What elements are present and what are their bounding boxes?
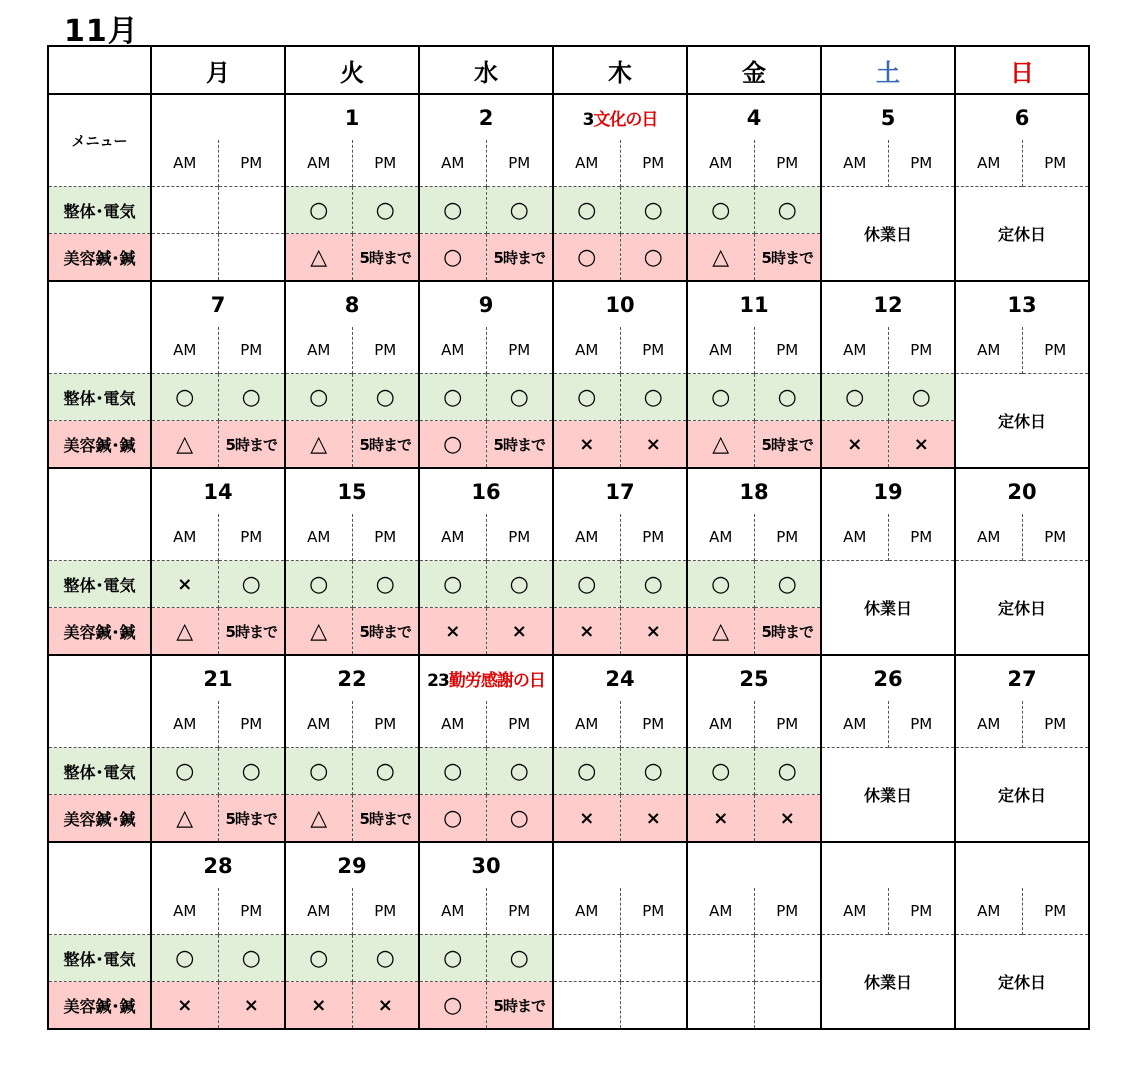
am-label: AM <box>553 514 620 561</box>
date-number <box>553 281 687 327</box>
date-number <box>687 468 821 514</box>
week-label-cell <box>48 468 151 561</box>
date-number <box>955 94 1089 140</box>
pm-label: PM <box>888 327 955 374</box>
seitai-slot: ○ <box>151 935 218 982</box>
am-label: AM <box>553 701 620 748</box>
date-number-text: 18 <box>739 479 769 504</box>
seitai-slot: ○ <box>285 748 352 795</box>
biyou-label: 美容鍼･鍼 <box>48 982 151 1030</box>
biyou-slot: × <box>620 795 687 843</box>
seitai-slot: ○ <box>620 561 687 608</box>
biyou-slot: △ <box>151 795 218 843</box>
biyou-slot: △ <box>687 421 754 469</box>
seitai-slot: ○ <box>687 187 754 234</box>
am-label: AM <box>955 140 1022 187</box>
date-row <box>48 468 1089 514</box>
date-number <box>151 468 285 514</box>
pm-label: PM <box>218 140 285 187</box>
am-label: AM <box>285 701 352 748</box>
biyou-slot: × <box>620 421 687 469</box>
date-row <box>48 655 1089 701</box>
pm-label: PM <box>486 140 553 187</box>
am-label: AM <box>821 514 888 561</box>
biyou-slot: 5時まで <box>218 421 285 469</box>
pm-label: PM <box>1022 514 1089 561</box>
saturday-status: 休業日 <box>821 935 955 1030</box>
biyou-label: 美容鍼･鍼 <box>48 234 151 282</box>
seitai-slot: ○ <box>285 561 352 608</box>
date-number <box>821 842 955 888</box>
am-label: AM <box>151 701 218 748</box>
pm-label: PM <box>888 888 955 935</box>
reservation-calendar <box>47 45 1090 1030</box>
pm-label: PM <box>888 140 955 187</box>
biyou-slot: ○ <box>486 795 553 843</box>
seitai-label: 整体･電気 <box>48 187 151 234</box>
date-number-text: 15 <box>337 479 367 504</box>
menu-label: メニュー <box>48 94 151 187</box>
seitai-slot: ○ <box>553 561 620 608</box>
seitai-slot: ○ <box>419 935 486 982</box>
pm-label: PM <box>486 888 553 935</box>
weekday-tue: 火 <box>285 46 419 94</box>
date-number <box>687 94 821 140</box>
page-title: 11月 <box>64 14 139 49</box>
seitai-slot: ○ <box>687 748 754 795</box>
am-label: AM <box>151 514 218 561</box>
ampm-row <box>48 140 1089 187</box>
pm-label: PM <box>888 701 955 748</box>
seitai-slot <box>553 935 620 982</box>
date-number-text: 1 <box>344 105 360 130</box>
pm-label: PM <box>754 888 821 935</box>
biyou-slot: × <box>888 421 955 469</box>
seitai-slot: ○ <box>419 561 486 608</box>
weekday-thu: 木 <box>553 46 687 94</box>
pm-label: PM <box>754 514 821 561</box>
biyou-slot: × <box>151 982 218 1030</box>
seitai-slot <box>620 935 687 982</box>
biyou-slot: × <box>553 608 620 656</box>
am-label: AM <box>151 140 218 187</box>
date-number-text: 7 <box>210 292 226 317</box>
biyou-slot: × <box>620 608 687 656</box>
date-number-text: 30 <box>471 853 501 878</box>
seitai-slot <box>151 187 218 234</box>
biyou-slot: ○ <box>620 234 687 282</box>
seitai-label: 整体･電気 <box>48 374 151 421</box>
biyou-slot: × <box>754 795 821 843</box>
am-label: AM <box>955 888 1022 935</box>
biyou-slot <box>687 982 754 1030</box>
biyou-slot: 5時まで <box>486 421 553 469</box>
date-number <box>955 281 1089 327</box>
date-number-text: 8 <box>344 292 360 317</box>
am-label: AM <box>419 327 486 374</box>
pm-label: PM <box>888 514 955 561</box>
seitai-slot: ○ <box>218 374 285 421</box>
date-number <box>285 842 419 888</box>
biyou-slot: △ <box>285 234 352 282</box>
am-label: AM <box>687 140 754 187</box>
date-number-text: 6 <box>1014 105 1030 130</box>
am-label: AM <box>419 514 486 561</box>
date-number-text: 27 <box>1007 666 1037 691</box>
biyou-slot: △ <box>687 608 754 656</box>
date-number <box>821 655 955 701</box>
biyou-slot: 5時まで <box>218 795 285 843</box>
date-number <box>687 281 821 327</box>
date-number <box>419 94 553 140</box>
date-number-text: 10 <box>605 292 635 317</box>
sunday-status: 定休日 <box>955 374 1089 469</box>
pm-label: PM <box>352 514 419 561</box>
week-label-cell <box>48 281 151 374</box>
biyou-slot: × <box>486 608 553 656</box>
pm-label: PM <box>1022 140 1089 187</box>
seitai-slot <box>687 935 754 982</box>
pm-label: PM <box>1022 888 1089 935</box>
date-number-text: 17 <box>605 479 635 504</box>
biyou-slot: 5時まで <box>352 234 419 282</box>
date-number-text: 14 <box>203 479 233 504</box>
biyou-slot: × <box>419 608 486 656</box>
biyou-slot: ○ <box>419 421 486 469</box>
biyou-slot: 5時まで <box>218 608 285 656</box>
date-number-text: 16 <box>471 479 501 504</box>
biyou-slot: △ <box>285 608 352 656</box>
biyou-slot <box>151 234 218 282</box>
seitai-slot <box>754 935 821 982</box>
am-label: AM <box>285 514 352 561</box>
pm-label: PM <box>218 701 285 748</box>
biyou-slot: × <box>285 982 352 1030</box>
biyou-slot: × <box>553 421 620 469</box>
biyou-slot: ○ <box>419 982 486 1030</box>
biyou-slot: 5時まで <box>486 982 553 1030</box>
seitai-slot: ○ <box>486 374 553 421</box>
seitai-slot: ○ <box>620 374 687 421</box>
date-number <box>553 468 687 514</box>
date-number-text: 13 <box>1007 292 1037 317</box>
date-number-text: 20 <box>1007 479 1037 504</box>
date-number <box>419 842 553 888</box>
biyou-slot: 5時まで <box>352 608 419 656</box>
biyou-slot: × <box>218 982 285 1030</box>
biyou-slot: 5時まで <box>352 421 419 469</box>
seitai-slot: ○ <box>754 187 821 234</box>
date-number <box>955 842 1089 888</box>
seitai-slot: ○ <box>620 187 687 234</box>
seitai-slot: ○ <box>620 748 687 795</box>
seitai-slot <box>218 187 285 234</box>
pm-label: PM <box>352 701 419 748</box>
header-corner <box>48 46 151 94</box>
sunday-status: 定休日 <box>955 187 1089 282</box>
seitai-row <box>48 374 1089 421</box>
seitai-slot: × <box>151 561 218 608</box>
biyou-slot: 5時まで <box>754 421 821 469</box>
date-number <box>151 281 285 327</box>
date-number <box>419 281 553 327</box>
date-number <box>955 468 1089 514</box>
date-number-text: 11 <box>739 292 769 317</box>
date-number <box>821 468 955 514</box>
seitai-slot: ○ <box>486 935 553 982</box>
seitai-slot: ○ <box>352 935 419 982</box>
date-number-text: 5 <box>880 105 896 130</box>
seitai-slot: ○ <box>419 374 486 421</box>
date-number <box>285 655 419 701</box>
seitai-row <box>48 935 1089 982</box>
saturday-status: 休業日 <box>821 748 955 843</box>
pm-label: PM <box>620 701 687 748</box>
seitai-row <box>48 561 1089 608</box>
biyou-slot: △ <box>285 795 352 843</box>
date-number-text: 29 <box>337 853 367 878</box>
seitai-slot: ○ <box>218 748 285 795</box>
am-label: AM <box>553 140 620 187</box>
date-number <box>151 94 285 140</box>
date-number <box>553 842 687 888</box>
weekday-wed: 水 <box>419 46 553 94</box>
date-number <box>687 655 821 701</box>
ampm-row <box>48 327 1089 374</box>
seitai-slot: ○ <box>352 187 419 234</box>
ampm-row <box>48 514 1089 561</box>
biyou-slot: 5時まで <box>352 795 419 843</box>
biyou-slot: △ <box>285 421 352 469</box>
am-label: AM <box>687 701 754 748</box>
am-label: AM <box>419 140 486 187</box>
date-number <box>687 842 821 888</box>
seitai-label: 整体･電気 <box>48 748 151 795</box>
date-row <box>48 281 1089 327</box>
sunday-status: 定休日 <box>955 561 1089 656</box>
date-number <box>285 94 419 140</box>
ampm-row <box>48 888 1089 935</box>
pm-label: PM <box>620 888 687 935</box>
date-number-text: 19 <box>873 479 903 504</box>
am-label: AM <box>955 701 1022 748</box>
date-number <box>151 655 285 701</box>
am-label: AM <box>821 140 888 187</box>
seitai-label: 整体･電気 <box>48 935 151 982</box>
pm-label: PM <box>620 140 687 187</box>
am-label: AM <box>821 327 888 374</box>
biyou-label: 美容鍼･鍼 <box>48 608 151 656</box>
am-label: AM <box>687 327 754 374</box>
biyou-label: 美容鍼･鍼 <box>48 421 151 469</box>
am-label: AM <box>687 888 754 935</box>
date-number <box>419 468 553 514</box>
date-number-text: 22 <box>337 666 367 691</box>
weekday-sat: 土 <box>821 46 955 94</box>
seitai-slot: ○ <box>151 748 218 795</box>
date-number <box>285 468 419 514</box>
am-label: AM <box>285 140 352 187</box>
seitai-slot: ○ <box>218 935 285 982</box>
biyou-label: 美容鍼･鍼 <box>48 795 151 843</box>
date-number <box>151 842 285 888</box>
week-label-cell <box>48 842 151 935</box>
biyou-slot <box>754 982 821 1030</box>
seitai-slot: ○ <box>821 374 888 421</box>
seitai-slot: ○ <box>754 374 821 421</box>
am-label: AM <box>285 327 352 374</box>
ampm-row <box>48 701 1089 748</box>
am-label: AM <box>151 888 218 935</box>
seitai-slot: ○ <box>218 561 285 608</box>
seitai-row <box>48 748 1089 795</box>
seitai-slot: ○ <box>553 748 620 795</box>
seitai-slot: ○ <box>486 187 553 234</box>
biyou-slot: × <box>821 421 888 469</box>
seitai-slot: ○ <box>486 561 553 608</box>
date-number-text: 2 <box>478 105 494 130</box>
am-label: AM <box>687 514 754 561</box>
pm-label: PM <box>486 701 553 748</box>
pm-label: PM <box>218 888 285 935</box>
seitai-slot: ○ <box>486 748 553 795</box>
am-label: AM <box>821 888 888 935</box>
seitai-slot: ○ <box>687 561 754 608</box>
date-number <box>419 655 553 701</box>
biyou-slot: × <box>553 795 620 843</box>
seitai-slot: ○ <box>888 374 955 421</box>
date-row <box>48 94 1089 140</box>
pm-label: PM <box>218 327 285 374</box>
seitai-slot: ○ <box>151 374 218 421</box>
seitai-slot: ○ <box>754 561 821 608</box>
pm-label: PM <box>352 327 419 374</box>
pm-label: PM <box>754 701 821 748</box>
am-label: AM <box>955 514 1022 561</box>
seitai-slot: ○ <box>285 187 352 234</box>
pm-label: PM <box>754 327 821 374</box>
am-label: AM <box>151 327 218 374</box>
biyou-slot: ○ <box>419 795 486 843</box>
weekday-fri: 金 <box>687 46 821 94</box>
biyou-slot: ○ <box>553 234 620 282</box>
sunday-status: 定休日 <box>955 748 1089 843</box>
biyou-slot: 5時まで <box>754 608 821 656</box>
seitai-label: 整体･電気 <box>48 561 151 608</box>
week-label-cell <box>48 655 151 748</box>
pm-label: PM <box>218 514 285 561</box>
seitai-slot: ○ <box>352 374 419 421</box>
date-row <box>48 842 1089 888</box>
am-label: AM <box>553 327 620 374</box>
saturday-status: 休業日 <box>821 561 955 656</box>
seitai-slot: ○ <box>419 748 486 795</box>
date-number <box>821 281 955 327</box>
weekday-mon: 月 <box>151 46 285 94</box>
am-label: AM <box>419 888 486 935</box>
date-number-text: 24 <box>605 666 635 691</box>
date-number <box>285 281 419 327</box>
pm-label: PM <box>620 514 687 561</box>
pm-label: PM <box>1022 327 1089 374</box>
holiday-name: 文化の日 <box>593 110 658 130</box>
date-number-text: 23 <box>427 671 449 691</box>
biyou-slot: △ <box>151 608 218 656</box>
seitai-slot: ○ <box>419 187 486 234</box>
biyou-slot <box>620 982 687 1030</box>
am-label: AM <box>821 701 888 748</box>
holiday-name: 勤労感謝の日 <box>448 671 545 691</box>
date-number-text: 21 <box>203 666 233 691</box>
am-label: AM <box>553 888 620 935</box>
date-number <box>553 655 687 701</box>
biyou-slot <box>218 234 285 282</box>
date-number-text: 4 <box>746 105 762 130</box>
seitai-slot: ○ <box>285 935 352 982</box>
pm-label: PM <box>754 140 821 187</box>
date-number-text: 26 <box>873 666 903 691</box>
am-label: AM <box>285 888 352 935</box>
date-number <box>955 655 1089 701</box>
seitai-row <box>48 187 1089 234</box>
biyou-slot: △ <box>151 421 218 469</box>
pm-label: PM <box>352 888 419 935</box>
weekday-sun: 日 <box>955 46 1089 94</box>
date-number-text: 9 <box>478 292 494 317</box>
seitai-slot: ○ <box>754 748 821 795</box>
seitai-slot: ○ <box>285 374 352 421</box>
biyou-slot: ○ <box>419 234 486 282</box>
date-number-text: 25 <box>739 666 769 691</box>
pm-label: PM <box>352 140 419 187</box>
saturday-status: 休業日 <box>821 187 955 282</box>
seitai-slot: ○ <box>687 374 754 421</box>
biyou-slot: × <box>352 982 419 1030</box>
date-number <box>821 94 955 140</box>
seitai-slot: ○ <box>553 187 620 234</box>
biyou-slot: × <box>687 795 754 843</box>
biyou-slot <box>553 982 620 1030</box>
seitai-slot: ○ <box>352 748 419 795</box>
date-number-text: 3 <box>582 110 594 130</box>
seitai-slot: ○ <box>553 374 620 421</box>
am-label: AM <box>419 701 486 748</box>
date-number-text: 12 <box>873 292 903 317</box>
pm-label: PM <box>1022 701 1089 748</box>
pm-label: PM <box>620 327 687 374</box>
biyou-slot: 5時まで <box>486 234 553 282</box>
seitai-slot: ○ <box>352 561 419 608</box>
sunday-status: 定休日 <box>955 935 1089 1030</box>
biyou-row <box>48 421 1089 469</box>
am-label: AM <box>955 327 1022 374</box>
biyou-slot: △ <box>687 234 754 282</box>
pm-label: PM <box>486 327 553 374</box>
date-number <box>553 94 687 140</box>
weekday-header-row <box>48 46 1089 94</box>
biyou-slot: 5時まで <box>754 234 821 282</box>
pm-label: PM <box>486 514 553 561</box>
date-number-text: 28 <box>203 853 233 878</box>
